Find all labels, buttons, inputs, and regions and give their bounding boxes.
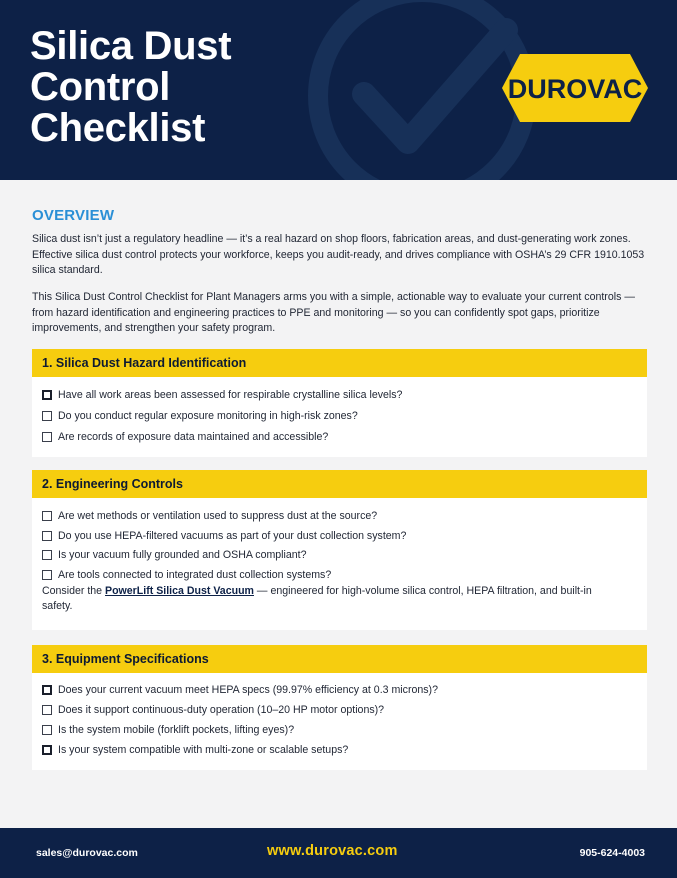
section-header-hazard-identification xyxy=(32,349,647,377)
checklist-item[interactable] xyxy=(42,702,384,718)
checklist-item-label: Are wet methods or ventilation used to suppress dust at the source? xyxy=(58,510,378,522)
checklist-item[interactable] xyxy=(42,547,307,563)
checklist-item[interactable] xyxy=(42,508,377,524)
checklist-item[interactable] xyxy=(42,429,328,445)
page-header xyxy=(0,0,677,180)
checklist-item[interactable] xyxy=(42,528,406,544)
title-line-1: Silica Dust xyxy=(30,24,232,68)
checklist-item-label: Is your system compatible with multi-zone or scalable setups? xyxy=(58,744,349,756)
checkbox[interactable] xyxy=(42,685,52,695)
checklist-item[interactable] xyxy=(42,742,348,758)
section-body-engineering-controls xyxy=(32,498,647,630)
checkbox[interactable] xyxy=(42,411,52,421)
footer-email-link[interactable]: sales@durovac.com xyxy=(36,847,138,859)
overview-paragraph-1: Silica dust isn’t just a regulatory headline — it’s a real hazard on shop floors, fabrication areas, and dust-generating work zones. Effective silica dust control protects your workforce, keeps you audit-ready, and drives compliance with OSHA’s 29 CFR 1910.1053 silica standard. xyxy=(32,233,645,276)
checkbox[interactable] xyxy=(42,570,52,580)
footer-phone-link[interactable]: 905-624-4003 xyxy=(579,847,645,859)
checklist-item-label: Is your vacuum fully grounded and OSHA compliant? xyxy=(58,549,307,561)
checklist-item-label: Are tools connected to integrated dust collection systems? xyxy=(58,569,332,581)
section-title: 2. Engineering Controls xyxy=(42,477,183,491)
checklist-item-label: Does it support continuous-duty operation (10–20 HP motor options)? xyxy=(58,704,385,716)
checklist-item-label: Is the system mobile (forklift pockets, lifting eyes)? xyxy=(58,724,295,736)
checkbox[interactable] xyxy=(42,745,52,755)
checkbox[interactable] xyxy=(42,511,52,521)
checkbox[interactable] xyxy=(42,550,52,560)
checklist-item[interactable] xyxy=(42,682,438,698)
checkbox[interactable] xyxy=(42,531,52,541)
section-header-engineering-controls xyxy=(32,470,647,498)
checklist-item-label: Does your current vacuum meet HEPA specs (99.97% efficiency at 0.3 microns)? xyxy=(58,684,438,696)
checklist-item[interactable] xyxy=(42,567,331,583)
checklist-item-label: Do you conduct regular exposure monitoring in high-risk zones? xyxy=(58,410,358,422)
recommendation-suffix: — engineered for high-volume silica control, HEPA filtration, and built-in safety. xyxy=(42,585,592,612)
overview-paragraph-2: This Silica Dust Control Checklist for Plant Managers arms you with a simple, actionable way to evaluate your current controls — from hazard identification and engineering practices to PPE and monitoring — so you can confidently spot gaps, prioritize improvements, and strengthen your safety program. xyxy=(32,291,635,334)
section-body-equipment-specifications xyxy=(32,673,647,770)
title-line-2: Control xyxy=(30,65,171,109)
footer-website-link[interactable]: www.durovac.com xyxy=(267,843,398,859)
checklist-item-label: Are records of exposure data maintained and accessible? xyxy=(58,431,329,443)
checkbox[interactable] xyxy=(42,390,52,400)
page-footer xyxy=(0,828,677,878)
durovac-logo xyxy=(500,52,650,124)
checklist-item-label: Have all work areas been assessed for respirable crystalline silica levels? xyxy=(58,389,403,401)
checklist-item-label: Do you use HEPA-filtered vacuums as part of your dust collection system? xyxy=(58,530,407,542)
checkbox[interactable] xyxy=(42,705,52,715)
checkbox[interactable] xyxy=(42,725,52,735)
title-line-3: Checklist xyxy=(30,106,206,150)
checkbox[interactable] xyxy=(42,432,52,442)
logo-text: DUROVAC xyxy=(507,74,643,104)
product-recommendation xyxy=(42,584,612,614)
section-header-equipment-specifications xyxy=(32,645,647,673)
recommendation-prefix: Consider the xyxy=(42,585,106,597)
checklist-item[interactable] xyxy=(42,722,294,738)
section-body-hazard-identification xyxy=(32,377,647,457)
section-title: 3. Equipment Specifications xyxy=(42,652,209,666)
page-title xyxy=(30,26,231,149)
section-title: 1. Silica Dust Hazard Identification xyxy=(42,356,247,370)
overview-heading: OVERVIEW xyxy=(32,207,115,224)
powerlift-product-link[interactable]: PowerLift Silica Dust Vacuum xyxy=(105,585,254,597)
checklist-item[interactable] xyxy=(42,387,402,403)
checklist-item[interactable] xyxy=(42,408,358,424)
